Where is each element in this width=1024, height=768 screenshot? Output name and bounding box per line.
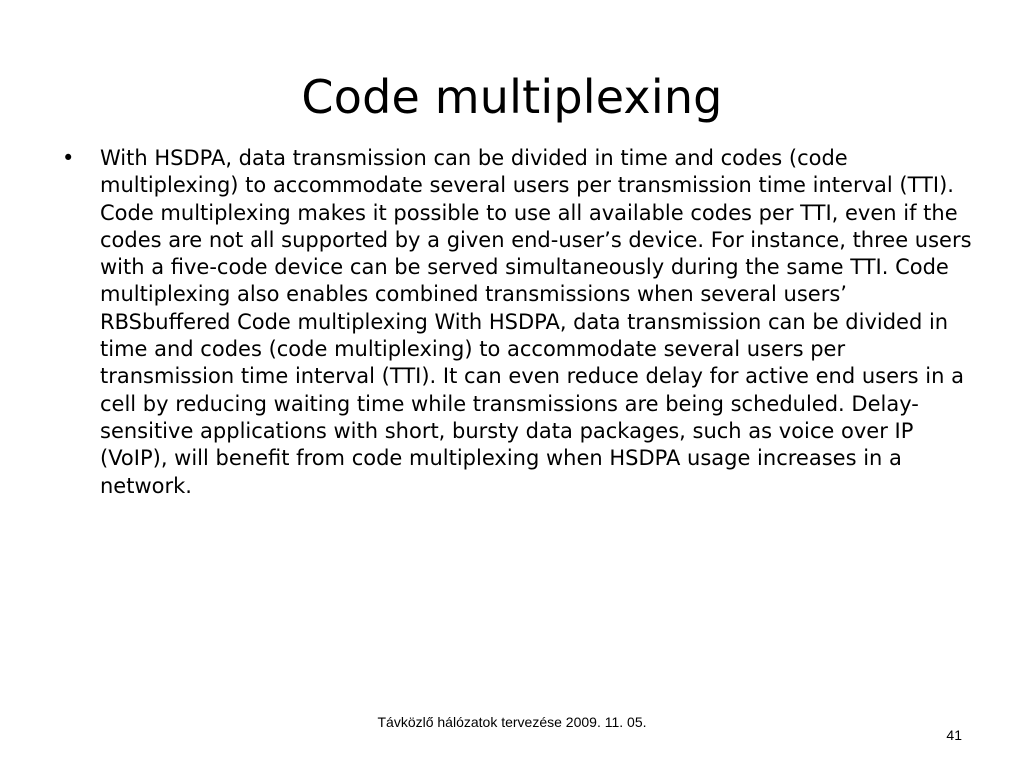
bullet-list bbox=[62, 145, 972, 500]
footer-text: Távközlő hálózatok tervezése 2009. 11. 05. bbox=[377, 714, 647, 730]
bullet-text: With HSDPA, data transmission can be divided in time and codes (code multiplexing) to accommodate several users per transmission time interval (TTI). Code multiplexing makes it possible to use all available codes per TTI, even if the codes are not all supported by a given end-user’s device. For instance, three users with a five-code device can be served simultaneously during the same TTI. Code multiplexing also enables combined transmissions when several users’ RBSbuffered Code multiplexing With HSDPA, data transmission can be divided in time and codes (code multiplexing) to accommodate several users per transmission time interval (TTI). It can even reduce delay for active end users in a cell by reducing waiting time while transmissions are being scheduled. Delay-sensitive applications with short, bursty data packages, such as voice over IP (VoIP), will benefit from code multiplexing when HSDPA usage increases in a network. bbox=[100, 146, 972, 498]
bullet-marker-icon: • bbox=[62, 146, 75, 170]
page-number: 41 bbox=[946, 727, 962, 743]
bullet-item bbox=[62, 145, 972, 500]
slide-title: Code multiplexing bbox=[301, 69, 723, 124]
